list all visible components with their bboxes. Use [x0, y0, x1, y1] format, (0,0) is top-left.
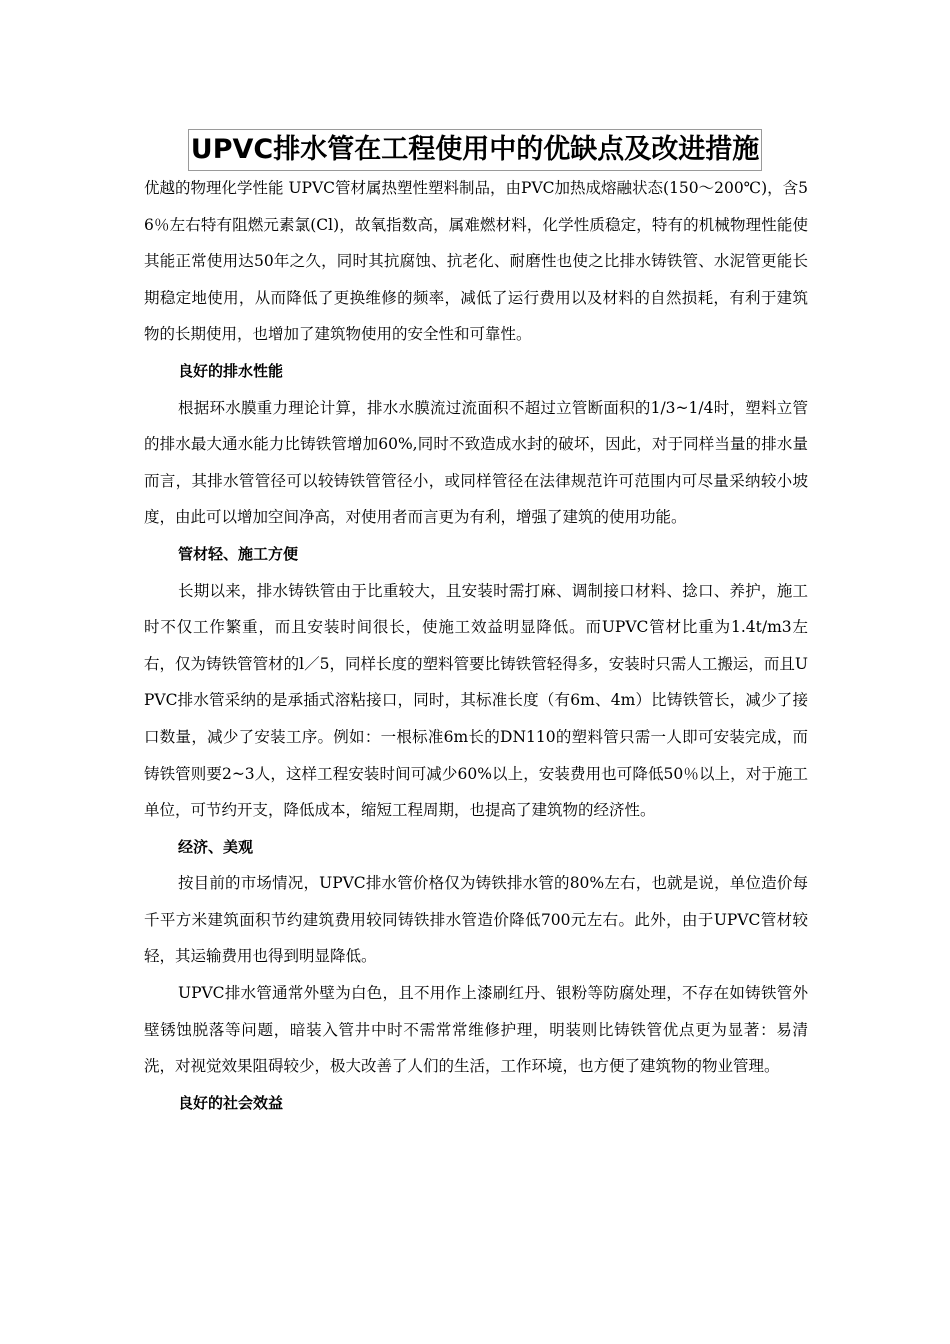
- section-paragraph-economy-price: 按目前的市场情况，UPVC排水管价格仅为铸铁排水管的80%左右，也就是说，单位造价每千平方米建筑面积节约建筑费用较同铸铁排水管造价降低700元左右。此外，由于UPVC管材较轻，其运输费用也得到明显降低。: [144, 874, 808, 966]
- section-heading-lightweight: 管材轻、施工方便: [178, 544, 299, 563]
- document-title: UPVC排水管在工程使用中的优缺点及改进措施: [188, 129, 762, 171]
- title-container: [0, 129, 950, 171]
- section-heading-economy: 经济、美观: [178, 837, 254, 856]
- section-paragraph-economy-appearance: UPVC排水管通常外壁为白色，且不用作上漆刷红丹、银粉等防腐处理，不存在如铸铁管外壁锈蚀脱落等问题，暗装入管井中时不需常常维修护理，明装则比铸铁管优点更为显著：易清洗，对视觉效果阻碍较少，极大改善了人们的生活，工作环境，也方便了建筑物的物业管理。: [144, 984, 808, 1076]
- document-body: [144, 170, 808, 1121]
- section-paragraph-drainage: 根据环水膜重力理论计算，排水水膜流过流面积不超过立管断面积的1/3~1/4时，塑料立管的排水最大通水能力比铸铁管增加60%,同时不致造成水封的破坏，因此，对于同样当量的排水量而言，其排水管管径可以较铸铁管管径小，或同样管径在法律规范许可范围内可尽量采纳较小坡度，由此可以增加空间净高，对使用者而言更为有利，增强了建筑的使用功能。: [144, 398, 808, 527]
- section-heading-social-benefit: 良好的社会效益: [178, 1093, 284, 1112]
- section-heading-drainage: 良好的排水性能: [178, 361, 284, 380]
- intro-paragraph: 优越的物理化学性能 UPVC管材属热塑性塑料制品，由PVC加热成熔融状态(150～200℃)，含56％左右特有阻燃元素氯(Cl)，故氧指数高，属难燃材料，化学性质稳定，特有的机械物理性能使其能正常使用达50年之久，同时其抗腐蚀、抗老化、耐磨性也使之比排水铸铁管、水泥管更能长期稳定地使用，从而降低了更换维修的频率，减低了运行费用以及材料的自然损耗，有利于建筑物的长期使用，也增加了建筑物使用的安全性和可靠性。: [144, 179, 808, 344]
- section-paragraph-lightweight: 长期以来，排水铸铁管由于比重较大，且安装时需打麻、调制接口材料、捻口、养护，施工时不仅工作繁重，而且安装时间很长，使施工效益明显降低。而UPVC管材比重为1.4t/m3左右，仅为铸铁管管材的l／5，同样长度的塑料管要比铸铁管轻得多，安装时只需人工搬运，而且UPVC排水管采纳的是承插式溶粘接口，同时，其标准长度（有6m、4m）比铸铁管长，减少了接口数量，减少了安装工序。例如：一根标准6m长的DN110的塑料管只需一人即可安装完成，而铸铁管则要2~3人，这样工程安装时间可减少60%以上，安装费用也可降低50％以上，对于施工单位，可节约开支，降低成本，缩短工程周期，也提高了建筑物的经济性。: [144, 581, 808, 820]
